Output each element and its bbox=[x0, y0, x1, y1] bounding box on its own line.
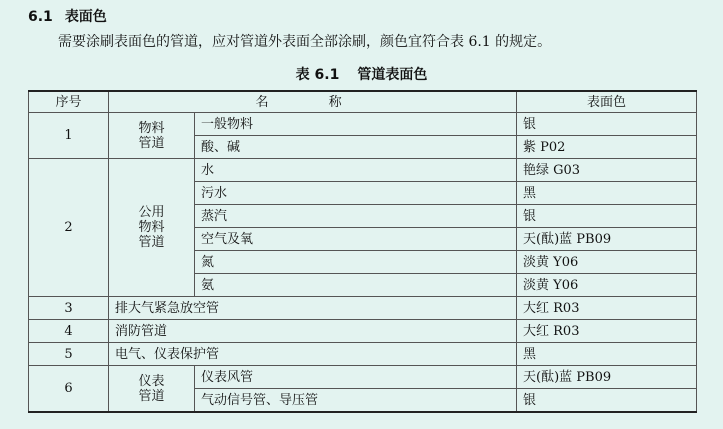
group-cell: 仪表 管道 bbox=[109, 366, 195, 413]
color-cell: 银 bbox=[517, 205, 697, 228]
name-cell: 氮 bbox=[195, 251, 517, 274]
name-cell: 气动信号管、导压管 bbox=[195, 389, 517, 413]
group-cell: 公用 物料 管道 bbox=[109, 159, 195, 297]
name-cell: 排大气紧急放空管 bbox=[109, 297, 517, 320]
color-cell: 艳绿 G03 bbox=[517, 159, 697, 182]
section-number: 6.1 bbox=[28, 9, 53, 25]
color-cell: 天(酞)蓝 PB09 bbox=[517, 228, 697, 251]
name-cell: 蒸汽 bbox=[195, 205, 517, 228]
color-cell: 淡黄 Y06 bbox=[517, 251, 697, 274]
name-cell: 消防管道 bbox=[109, 320, 517, 343]
table-row bbox=[29, 159, 697, 182]
color-cell: 大红 R03 bbox=[517, 320, 697, 343]
table-caption-title: 管道表面色 bbox=[357, 67, 428, 83]
color-cell: 黑 bbox=[517, 182, 697, 205]
name-cell: 酸、碱 bbox=[195, 136, 517, 159]
section-title: 表面色 bbox=[64, 9, 107, 25]
color-cell: 银 bbox=[517, 389, 697, 413]
section-paragraph: 需要涂刷表面色的管道，应对管道外表面全部涂刷，颜色宜符合表 6.1 的规定。 bbox=[58, 34, 552, 50]
name-cell: 水 bbox=[195, 159, 517, 182]
seq-cell: 1 bbox=[29, 113, 109, 159]
seq-cell: 6 bbox=[29, 366, 109, 413]
color-cell: 紫 P02 bbox=[517, 136, 697, 159]
table-row bbox=[29, 320, 697, 343]
color-cell: 银 bbox=[517, 113, 697, 136]
group-cell: 物料 管道 bbox=[109, 113, 195, 159]
name-cell: 一般物料 bbox=[195, 113, 517, 136]
table-row bbox=[29, 366, 697, 389]
color-cell: 天(酞)蓝 PB09 bbox=[517, 366, 697, 389]
color-cell: 大红 R03 bbox=[517, 297, 697, 320]
table-caption-number: 表 6.1 bbox=[295, 67, 340, 83]
name-cell: 污水 bbox=[195, 182, 517, 205]
color-cell: 淡黄 Y06 bbox=[517, 274, 697, 297]
table-row bbox=[29, 343, 697, 366]
seq-cell: 2 bbox=[29, 159, 109, 297]
color-cell: 黑 bbox=[517, 343, 697, 366]
table-header-row bbox=[29, 91, 697, 113]
header-name bbox=[109, 91, 517, 113]
seq-cell: 5 bbox=[29, 343, 109, 366]
name-cell: 氨 bbox=[195, 274, 517, 297]
name-cell: 空气及氧 bbox=[195, 228, 517, 251]
name-cell: 仪表风管 bbox=[195, 366, 517, 389]
table-row bbox=[29, 297, 697, 320]
pipe-color-table bbox=[28, 90, 697, 413]
section-heading bbox=[28, 6, 107, 26]
seq-cell: 3 bbox=[29, 297, 109, 320]
table-caption bbox=[0, 64, 723, 84]
seq-cell: 4 bbox=[29, 320, 109, 343]
table-row bbox=[29, 113, 697, 136]
name-cell: 电气、仪表保护管 bbox=[109, 343, 517, 366]
header-color: 表面色 bbox=[517, 91, 697, 113]
header-seq: 序号 bbox=[29, 91, 109, 113]
header-name-text: 名 称 bbox=[255, 94, 370, 110]
table-body bbox=[29, 113, 697, 413]
